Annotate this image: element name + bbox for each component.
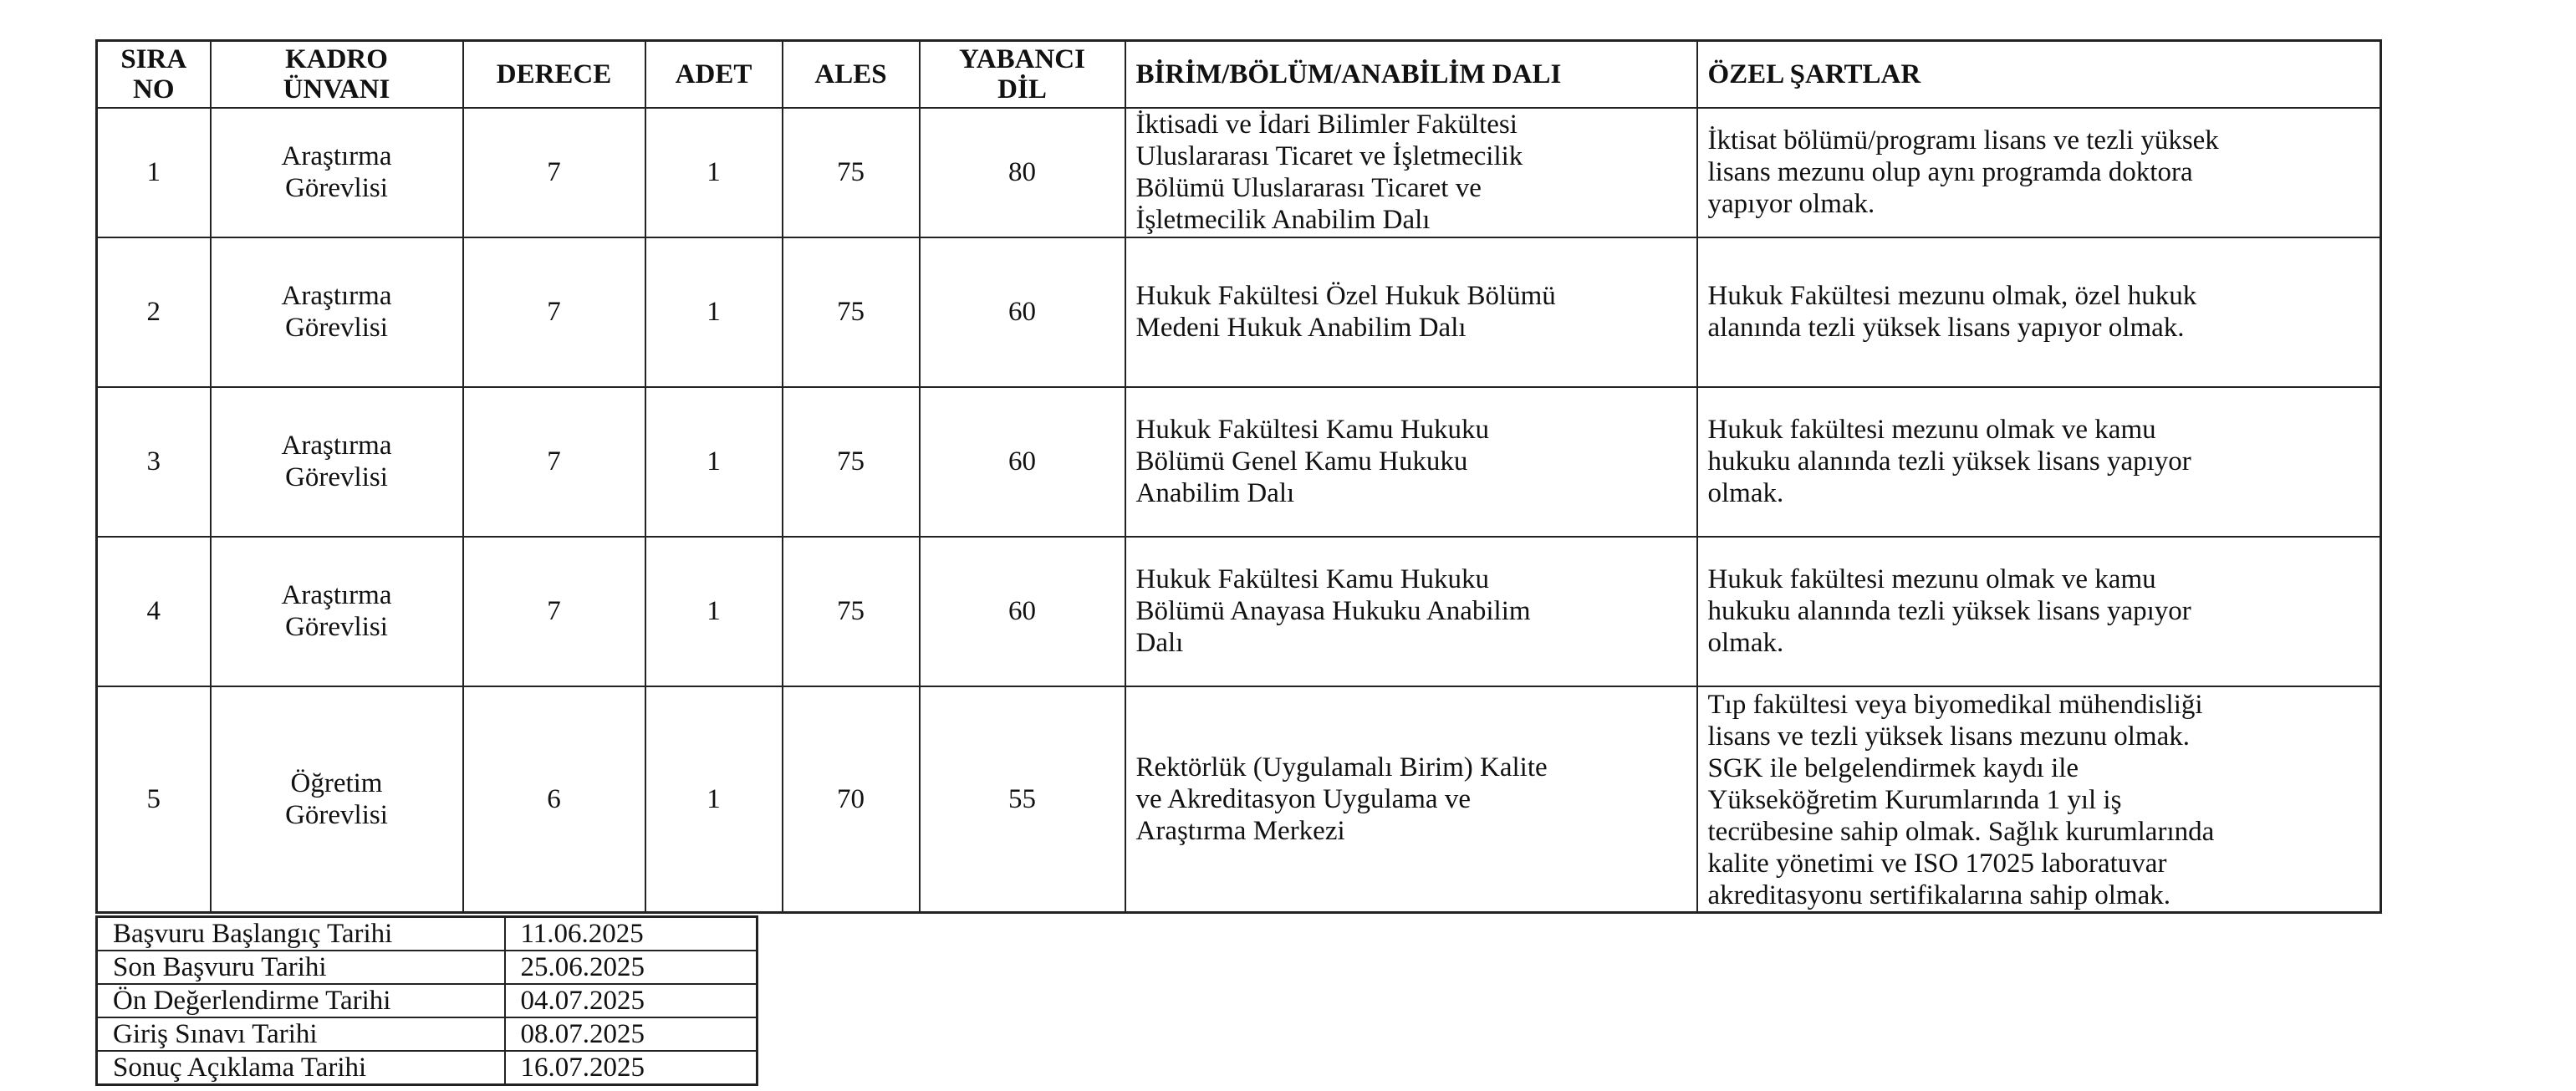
table-row <box>97 686 2381 913</box>
cell-birim: Hukuk Fakültesi Özel Hukuk Bölümü Medeni Hukuk Anabilim Dalı <box>1125 237 1697 387</box>
header-ozel-sartlar: ÖZEL ŞARTLAR <box>1697 41 2381 108</box>
table-row <box>97 387 2381 537</box>
cell-yabanci-dil: 60 <box>920 237 1125 387</box>
cell-derece: 7 <box>463 387 645 537</box>
cell-ales: 75 <box>783 237 920 387</box>
cell-yabanci-dil: 80 <box>920 108 1125 237</box>
date-label: Sonuç Açıklama Tarihi <box>97 1051 505 1085</box>
date-label: Başvuru Başlangıç Tarihi <box>97 917 505 951</box>
positions-table <box>95 39 2382 914</box>
cell-sira-no: 5 <box>97 686 211 913</box>
header-birim: BİRİM/BÖLÜM/ANABİLİM DALI <box>1125 41 1697 108</box>
header-sira-no: SIRA NO <box>97 41 211 108</box>
table-row <box>97 537 2381 686</box>
date-value: 16.07.2025 <box>505 1051 757 1085</box>
header-kadro-unvani: KADRO ÜNVANI <box>211 41 463 108</box>
cell-birim: Hukuk Fakültesi Kamu Hukuku Bölümü Genel Kamu Hukuku Anabilim Dalı <box>1125 387 1697 537</box>
header-derece: DERECE <box>463 41 645 108</box>
cell-yabanci-dil: 60 <box>920 387 1125 537</box>
cell-ozel-sartlar: İktisat bölümü/programı lisans ve tezli yüksek lisans mezunu olup aynı programda doktora yapıyor olmak. <box>1697 108 2381 237</box>
date-label: Ön Değerlendirme Tarihi <box>97 984 505 1017</box>
table-row <box>97 108 2381 237</box>
dates-table <box>95 915 758 1086</box>
cell-kadro-unvani: Araştırma Görevlisi <box>211 237 463 387</box>
date-row <box>97 951 757 984</box>
cell-birim: Rektörlük (Uygulamalı Birim) Kalite ve Akreditasyon Uygulama ve Araştırma Merkezi <box>1125 686 1697 913</box>
date-label: Son Başvuru Tarihi <box>97 951 505 984</box>
cell-derece: 7 <box>463 108 645 237</box>
table-header-row <box>97 41 2381 108</box>
cell-sira-no: 1 <box>97 108 211 237</box>
cell-derece: 7 <box>463 237 645 387</box>
cell-adet: 1 <box>645 537 783 686</box>
cell-ozel-sartlar: Hukuk fakültesi mezunu olmak ve kamu hukuku alanında tezli yüksek lisans yapıyor olmak. <box>1697 537 2381 686</box>
table-row <box>97 237 2381 387</box>
date-row <box>97 1017 757 1051</box>
header-yabanci-dil: YABANCI DİL <box>920 41 1125 108</box>
date-value: 11.06.2025 <box>505 917 757 951</box>
cell-adet: 1 <box>645 237 783 387</box>
cell-adet: 1 <box>645 686 783 913</box>
date-row <box>97 917 757 951</box>
cell-kadro-unvani: Araştırma Görevlisi <box>211 387 463 537</box>
date-value: 04.07.2025 <box>505 984 757 1017</box>
date-row <box>97 984 757 1017</box>
header-adet: ADET <box>645 41 783 108</box>
cell-kadro-unvani: Öğretim Görevlisi <box>211 686 463 913</box>
cell-ales: 75 <box>783 537 920 686</box>
cell-ozel-sartlar: Hukuk Fakültesi mezunu olmak, özel hukuk alanında tezli yüksek lisans yapıyor olmak. <box>1697 237 2381 387</box>
cell-birim: Hukuk Fakültesi Kamu Hukuku Bölümü Anayasa Hukuku Anabilim Dalı <box>1125 537 1697 686</box>
cell-kadro-unvani: Araştırma Görevlisi <box>211 108 463 237</box>
date-value: 08.07.2025 <box>505 1017 757 1051</box>
cell-adet: 1 <box>645 108 783 237</box>
cell-ales: 75 <box>783 108 920 237</box>
cell-ozel-sartlar: Tıp fakültesi veya biyomedikal mühendisliği lisans ve tezli yüksek lisans mezunu olmak. SGK ile belgelendirmek kaydı ile Yükseköğretim Kurumlarında 1 yıl iş tecrübesine sahip olmak. Sağlık kurumlarında kalite yönetimi ve ISO 17025 laboratuvar akreditasyonu sertifikalarına sahip olmak. <box>1697 686 2381 913</box>
date-label: Giriş Sınavı Tarihi <box>97 1017 505 1051</box>
cell-ales: 70 <box>783 686 920 913</box>
cell-birim: İktisadi ve İdari Bilimler Fakültesi Uluslararası Ticaret ve İşletmecilik Bölümü Uluslararası Ticaret ve İşletmecilik Anabilim Dalı <box>1125 108 1697 237</box>
cell-yabanci-dil: 60 <box>920 537 1125 686</box>
cell-derece: 6 <box>463 686 645 913</box>
cell-derece: 7 <box>463 537 645 686</box>
header-ales: ALES <box>783 41 920 108</box>
cell-ales: 75 <box>783 387 920 537</box>
cell-kadro-unvani: Araştırma Görevlisi <box>211 537 463 686</box>
cell-adet: 1 <box>645 387 783 537</box>
date-value: 25.06.2025 <box>505 951 757 984</box>
cell-ozel-sartlar: Hukuk fakültesi mezunu olmak ve kamu hukuku alanında tezli yüksek lisans yapıyor olmak. <box>1697 387 2381 537</box>
date-row <box>97 1051 757 1085</box>
cell-sira-no: 3 <box>97 387 211 537</box>
cell-yabanci-dil: 55 <box>920 686 1125 913</box>
cell-sira-no: 4 <box>97 537 211 686</box>
cell-sira-no: 2 <box>97 237 211 387</box>
